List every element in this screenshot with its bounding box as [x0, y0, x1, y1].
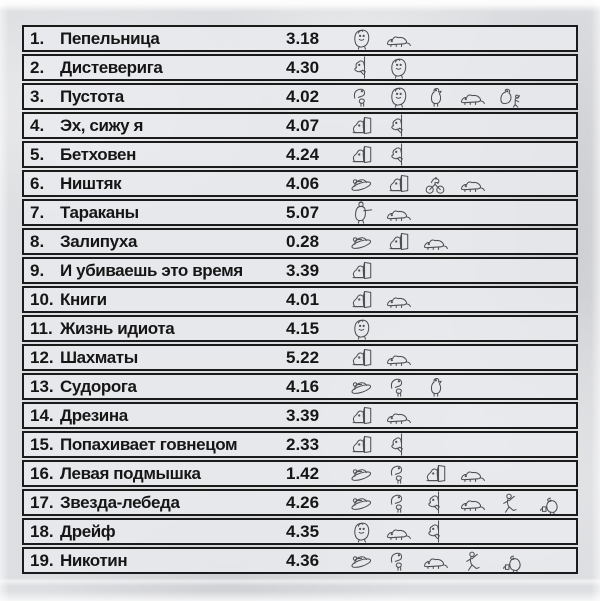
track-title: Тараканы — [60, 202, 139, 222]
track-duration: 4.16 — [286, 376, 320, 396]
track-number: 1. — [30, 28, 45, 48]
flying-saucer-icon — [346, 230, 376, 253]
track-duration: 4.07 — [286, 115, 320, 135]
track-doodles — [346, 288, 576, 311]
track-doodles — [346, 491, 576, 514]
lying-animal-icon — [383, 520, 413, 543]
track-title: И убиваешь это время — [60, 260, 243, 280]
fridge-animal-icon — [346, 404, 376, 427]
track-duration: 3.18 — [286, 28, 320, 48]
flying-saucer-icon — [346, 462, 376, 485]
pole-climber-icon — [420, 520, 450, 543]
track-title: Судорога — [60, 376, 137, 396]
lying-animal-icon — [457, 491, 487, 514]
track-row — [22, 373, 578, 400]
track-row — [22, 112, 578, 139]
track-doodles — [346, 201, 576, 224]
track-number: 12. — [30, 347, 54, 367]
track-title: Бетховен — [60, 144, 136, 164]
track-duration: 5.07 — [286, 202, 320, 222]
track-doodles — [346, 317, 576, 340]
track-title: Левая подмышка — [60, 463, 201, 483]
track-row — [22, 199, 578, 226]
track-row — [22, 286, 578, 313]
flying-saucer-icon — [346, 375, 376, 398]
lying-animal-icon — [457, 462, 487, 485]
track-doodles — [346, 259, 576, 282]
track-number: 10. — [30, 289, 54, 309]
track-number: 15. — [30, 434, 54, 454]
track-row — [22, 257, 578, 284]
track-number: 18. — [30, 521, 54, 541]
standing-creature-icon — [346, 317, 376, 340]
track-duration: 4.15 — [286, 318, 320, 338]
lying-animal-icon — [383, 404, 413, 427]
track-title: Дрейф — [60, 521, 116, 541]
track-title: Книги — [60, 289, 107, 309]
lying-animal-icon — [420, 230, 450, 253]
track-number: 13. — [30, 376, 54, 396]
track-row — [22, 141, 578, 168]
track-row — [22, 489, 578, 516]
track-number: 11. — [30, 318, 53, 338]
track-number: 17. — [30, 492, 54, 512]
standing-creature-icon — [346, 520, 376, 543]
track-doodles — [346, 346, 576, 369]
track-title: Пустота — [60, 86, 124, 106]
lying-animal-icon — [457, 172, 487, 195]
track-title: Пепельница — [60, 28, 160, 48]
fridge-animal-icon — [420, 462, 450, 485]
dancing-figure-icon — [494, 491, 524, 514]
lying-animal-icon — [383, 346, 413, 369]
track-doodles — [346, 520, 576, 543]
track-duration: 1.42 — [286, 463, 320, 483]
track-number: 2. — [30, 57, 45, 77]
track-duration: 4.06 — [286, 173, 320, 193]
track-duration: 3.39 — [286, 260, 320, 280]
pointing-figure-icon — [346, 201, 376, 224]
duck-icon — [420, 85, 450, 108]
track-title: Дрезина — [60, 405, 128, 425]
penguin-with-mug-icon — [494, 549, 524, 572]
bird-with-chick-icon — [383, 549, 413, 572]
fridge-animal-icon — [383, 172, 413, 195]
track-doodles — [346, 462, 576, 485]
flying-saucer-icon — [346, 491, 376, 514]
bird-and-child-icon — [494, 85, 524, 108]
track-row — [22, 83, 578, 110]
track-row — [22, 54, 578, 81]
track-number: 4. — [30, 115, 45, 135]
track-row — [22, 228, 578, 255]
track-doodles — [346, 549, 576, 572]
track-row — [22, 547, 578, 574]
track-row — [22, 344, 578, 371]
track-duration: 2.33 — [286, 434, 320, 454]
track-row — [22, 431, 578, 458]
lying-animal-icon — [383, 288, 413, 311]
track-doodles — [346, 27, 576, 50]
track-doodles — [346, 375, 576, 398]
fridge-animal-icon — [346, 346, 376, 369]
bird-with-chick-icon — [346, 85, 376, 108]
track-duration: 0.28 — [286, 231, 320, 251]
track-duration: 4.35 — [286, 521, 320, 541]
track-doodles — [346, 114, 576, 137]
track-row — [22, 460, 578, 487]
bird-on-bicycle-icon — [420, 172, 450, 195]
duck-icon — [420, 375, 450, 398]
track-row — [22, 518, 578, 545]
pole-climber-icon — [383, 114, 413, 137]
standing-creature-icon — [346, 27, 376, 50]
bird-with-chick-icon — [383, 491, 413, 514]
pole-climber-icon — [346, 56, 376, 79]
track-duration: 4.24 — [286, 144, 320, 164]
album-tracklist — [22, 25, 578, 576]
track-number: 19. — [30, 550, 54, 570]
track-number: 7. — [30, 202, 45, 222]
track-row — [22, 402, 578, 429]
track-duration: 4.01 — [286, 289, 320, 309]
track-duration: 3.39 — [286, 405, 320, 425]
track-title: Звезда-лебеда — [60, 492, 180, 512]
fridge-animal-icon — [383, 230, 413, 253]
fridge-animal-icon — [346, 288, 376, 311]
track-number: 5. — [30, 144, 45, 164]
standing-creature-icon — [383, 85, 413, 108]
bird-with-chick-icon — [383, 462, 413, 485]
track-duration: 4.30 — [286, 57, 320, 77]
track-doodles — [346, 230, 576, 253]
fridge-animal-icon — [346, 114, 376, 137]
track-row — [22, 315, 578, 342]
track-title: Дистеверига — [60, 57, 163, 77]
fridge-animal-icon — [346, 259, 376, 282]
track-doodles — [346, 433, 576, 456]
track-number: 6. — [30, 173, 45, 193]
dancing-figure-icon — [457, 549, 487, 572]
track-doodles — [346, 85, 576, 108]
track-duration: 5.22 — [286, 347, 320, 367]
track-title: Залипуха — [60, 231, 137, 251]
pole-climber-icon — [383, 433, 413, 456]
track-title: Эх, сижу я — [60, 115, 144, 135]
track-title: Шахматы — [60, 347, 138, 367]
lying-animal-icon — [383, 27, 413, 50]
flying-saucer-icon — [346, 172, 376, 195]
track-doodles — [346, 404, 576, 427]
track-duration: 4.02 — [286, 86, 320, 106]
penguin-with-mug-icon — [531, 491, 561, 514]
track-number: 8. — [30, 231, 45, 251]
track-doodles — [346, 56, 576, 79]
fridge-animal-icon — [346, 433, 376, 456]
track-doodles — [346, 172, 576, 195]
track-number: 9. — [30, 260, 45, 280]
track-number: 3. — [30, 86, 45, 106]
lying-animal-icon — [383, 201, 413, 224]
track-title: Жизнь идиота — [60, 318, 175, 338]
pole-climber-icon — [383, 143, 413, 166]
track-title: Ништяк — [60, 173, 122, 193]
track-duration: 4.26 — [286, 492, 320, 512]
fridge-animal-icon — [346, 143, 376, 166]
track-row — [22, 25, 578, 52]
flying-saucer-icon — [346, 549, 376, 572]
track-title: Попахивает говнецом — [60, 434, 238, 454]
lying-animal-icon — [420, 549, 450, 572]
track-number: 16. — [30, 463, 54, 483]
lying-animal-icon — [457, 85, 487, 108]
track-doodles — [346, 143, 576, 166]
track-number: 14. — [30, 405, 54, 425]
pole-climber-icon — [420, 491, 450, 514]
track-duration: 4.36 — [286, 550, 320, 570]
track-title: Никотин — [60, 550, 128, 570]
bird-with-chick-icon — [383, 375, 413, 398]
standing-creature-icon — [383, 56, 413, 79]
track-row — [22, 170, 578, 197]
